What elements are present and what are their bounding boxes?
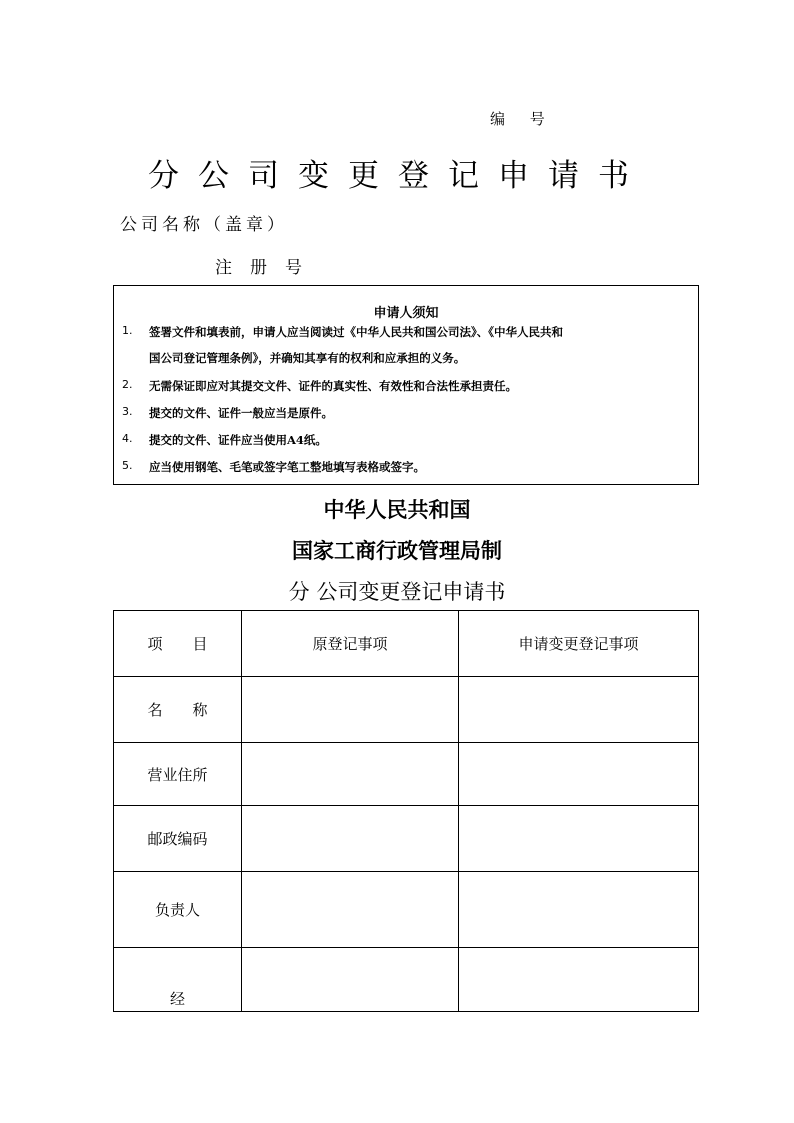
serial-number-label: 编 号: [490, 110, 555, 128]
original-value-cell[interactable]: [242, 677, 459, 743]
table-header-row: [114, 611, 699, 677]
notice-item: [122, 324, 563, 340]
notice-item-number: 2.: [122, 378, 133, 391]
notice-item-text: 提交的文件、证件一般应当是原件。: [149, 406, 333, 420]
notice-item-number: 1.: [122, 324, 133, 337]
header-item: 项 目: [114, 611, 242, 677]
notice-item-text: 提交的文件、证件应当使用A4纸。: [149, 433, 327, 447]
registration-number-label: 注册号: [215, 258, 320, 278]
notice-item-number: 5.: [122, 459, 133, 472]
requested-value-cell[interactable]: [459, 743, 699, 806]
row-label: 邮政编码: [114, 806, 242, 872]
notice-item: [122, 405, 333, 421]
notice-item: [122, 378, 517, 394]
issuer-country: 中华人民共和国: [323, 498, 471, 522]
original-value-cell[interactable]: [242, 806, 459, 872]
notice-item-text: 应当使用钢笔、毛笔或签字笔工整地填写表格或签字。: [149, 460, 425, 474]
original-value-cell[interactable]: [242, 948, 459, 1012]
change-registration-table: [113, 610, 699, 1012]
table-row: [114, 948, 699, 1012]
header-requested-change: 申请变更登记事项: [459, 611, 699, 677]
form-title: 分 公司变更登记申请书: [288, 580, 506, 604]
notice-item-number: 3.: [122, 405, 133, 418]
notice-item-continuation: [149, 350, 465, 366]
original-value-cell[interactable]: [242, 872, 459, 948]
notice-item-text: 无需保证即应对其提交文件、证件的真实性、有效性和合法性承担责任。: [149, 379, 517, 393]
notice-item: [122, 459, 425, 475]
table-row: [114, 743, 699, 806]
notice-item-text: 签署文件和填表前，申请人应当阅读过《中华人民共和国公司法》、《中华人民共和: [149, 325, 563, 339]
requested-value-cell[interactable]: [459, 948, 699, 1012]
table-row: [114, 872, 699, 948]
company-name-label: 公司名称（盖章）: [120, 215, 288, 235]
applicant-notice-box: [113, 285, 699, 485]
table-row: [114, 677, 699, 743]
requested-value-cell[interactable]: [459, 677, 699, 743]
notice-item-text: 国公司登记管理条例》，并确知其享有的权利和应承担的义务。: [149, 351, 466, 365]
row-label: 营业住所: [114, 743, 242, 806]
notice-item-number: 4.: [122, 432, 133, 445]
header-original: 原登记事项: [242, 611, 459, 677]
requested-value-cell[interactable]: [459, 806, 699, 872]
original-value-cell[interactable]: [242, 743, 459, 806]
row-label: 名 称: [114, 677, 242, 743]
notice-title: 申请人须知: [373, 306, 439, 321]
document-title: 分公司变更登记申请书: [148, 158, 648, 194]
requested-value-cell[interactable]: [459, 872, 699, 948]
issuer-agency: 国家工商行政管理局制: [292, 539, 502, 563]
notice-item: [122, 432, 327, 448]
row-label: 负责人: [114, 872, 242, 948]
table-row: [114, 806, 699, 872]
row-label: 经: [114, 948, 242, 1012]
